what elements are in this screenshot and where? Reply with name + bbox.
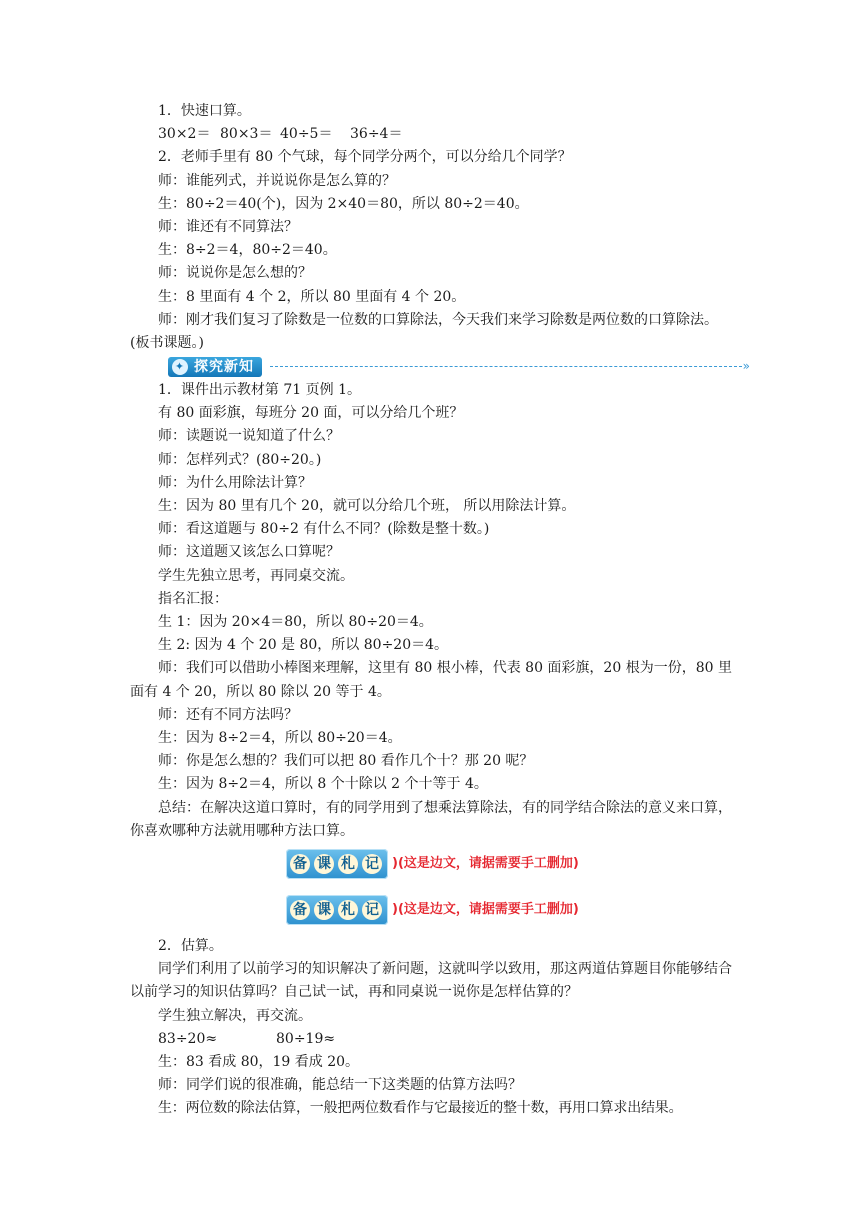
lesson-note-badge	[286, 895, 388, 925]
dialogue-line: 生：80÷2＝40(个)，因为 2×40＝80，所以 80÷2＝40。	[158, 195, 529, 212]
dialogue-line: 生：8 里面有 4 个 2，所以 80 里面有 4 个 20。	[158, 288, 466, 305]
dialogue-line: 学生先独立思考，再同桌交流。	[158, 567, 354, 584]
lesson-note-row	[130, 889, 732, 935]
review-calc-row	[130, 123, 732, 146]
explore-item-1: 1．课件出示教材第 71 页例 1。	[158, 382, 361, 399]
section-title: 探究新知	[194, 359, 254, 376]
badge-char: 记	[362, 900, 382, 920]
badge-char: 备	[290, 854, 310, 874]
dialogue-line: 师：还有不同方法吗？	[158, 706, 298, 723]
dialogue-line: 师：读题说一说知道了什么？	[158, 428, 340, 445]
dialogue-line: 师：怎样列式？(80÷20。)	[158, 451, 322, 468]
estimate-paragraph: 同学们利用了以前学习的知识解决了新问题，这就叫学以致用，那这两道估算题目你能够结合以前学习的知识估算吗？自己试一试，再和同桌说一说你是怎样估算的？	[130, 961, 732, 1001]
dialogue-paragraph: 师：刚才我们复习了除数是一位数的口算除法，今天我们来学习除数是两位数的口算除法。(板书课题。)	[130, 311, 718, 351]
margin-note-text: )(这是边文，请据需要手工删加)	[392, 855, 579, 871]
book-icon: ✦	[172, 359, 188, 375]
badge-char: 备	[290, 900, 310, 920]
summary-paragraph: 总结：在解决这道口算时，有的同学用到了想乘法算除法，有的同学结合除法的意义来口算，你喜欢哪种方法就用哪种方法口算。	[130, 799, 732, 839]
section-divider	[270, 366, 742, 367]
estimate-item-2: 2．估算。	[158, 937, 223, 954]
dialogue-line: 师：谁还有不同算法？	[158, 218, 298, 235]
badge-char: 记	[362, 854, 382, 874]
review-item-2: 2．老师手里有 80 个气球，每个同学分两个，可以分给几个同学？	[158, 149, 572, 166]
dialogue-line: 师：你是怎么想的？我们可以把 80 看作几个十？那 20 呢？	[158, 753, 534, 770]
calc-item: 80×3＝	[220, 126, 273, 143]
section-badge	[168, 357, 262, 377]
lesson-note-badge	[286, 849, 388, 879]
dialogue-line: 生：因为 8÷2＝4，所以 80÷20＝4。	[158, 729, 402, 746]
dialogue-line: 生：8÷2＝4，80÷2＝40。	[158, 242, 337, 259]
dialogue-line: 师：谁能列式，并说说你是怎么算的？	[158, 172, 396, 189]
dialogue-paragraph: 师：我们可以借助小棒图来理解，这里有 80 根小棒，代表 80 面彩旗，20 根为一份，80 里面有 4 个 20，所以 80 除以 20 等于 4。	[130, 660, 732, 700]
dialogue-line: 有 80 面彩旗，每班分 20 面，可以分给几个班？	[158, 405, 464, 422]
estimate-calc-row	[130, 1028, 732, 1051]
badge-char: 课	[314, 900, 334, 920]
calc-item: 30×2＝	[158, 126, 211, 143]
badge-char: 课	[314, 854, 334, 874]
dialogue-line: 师：这道题又该怎么口算呢？	[158, 544, 340, 561]
dialogue-line: 生：83 看成 80，19 看成 20。	[158, 1053, 360, 1070]
dialogue-line: 师：说说你是怎么想的？	[158, 265, 312, 282]
calc-item: 83÷20≈	[158, 1030, 218, 1047]
dialogue-line: 生：两位数的除法估算，一般把两位数看作与它最接近的整十数，再用口算求出结果。	[158, 1100, 683, 1117]
dialogue-line: 师：同学们说的很准确，能总结一下这类题的估算方法吗？	[158, 1077, 522, 1094]
lesson-content	[130, 100, 750, 1120]
dialogue-line: 生：因为 80 里有几个 20，就可以分给几个班， 所以用除法计算。	[158, 498, 576, 515]
dialogue-line: 师：为什么用除法计算？	[158, 474, 312, 491]
dialogue-line: 师：看这道题与 80÷2 有什么不同？(除数是整十数。)	[158, 521, 490, 538]
margin-note-text: )(这是边文，请据需要手工删加)	[392, 901, 579, 917]
lesson-note-row	[130, 843, 732, 889]
badge-char: 札	[338, 854, 358, 874]
dialogue-line: 生 2: 因为 4 个 20 是 80，所以 80÷20＝4。	[158, 637, 449, 654]
dialogue-line: 生 1：因为 20×4＝80，所以 80÷20＝4。	[158, 613, 433, 630]
calc-item: 36÷4＝	[350, 126, 403, 143]
dialogue-line: 指名汇报：	[158, 590, 228, 607]
calc-item: 40÷5＝	[280, 126, 333, 143]
calc-item: 80÷19≈	[276, 1030, 336, 1047]
double-chevron-right-icon: »	[742, 359, 750, 374]
dialogue-line: 学生独立解决，再交流。	[158, 1007, 312, 1024]
section-header	[130, 356, 750, 378]
badge-char: 札	[338, 900, 358, 920]
dialogue-line: 生：因为 8÷2＝4，所以 8 个十除以 2 个十等于 4。	[158, 776, 488, 793]
review-item-1: 1．快速口算。	[158, 103, 251, 119]
